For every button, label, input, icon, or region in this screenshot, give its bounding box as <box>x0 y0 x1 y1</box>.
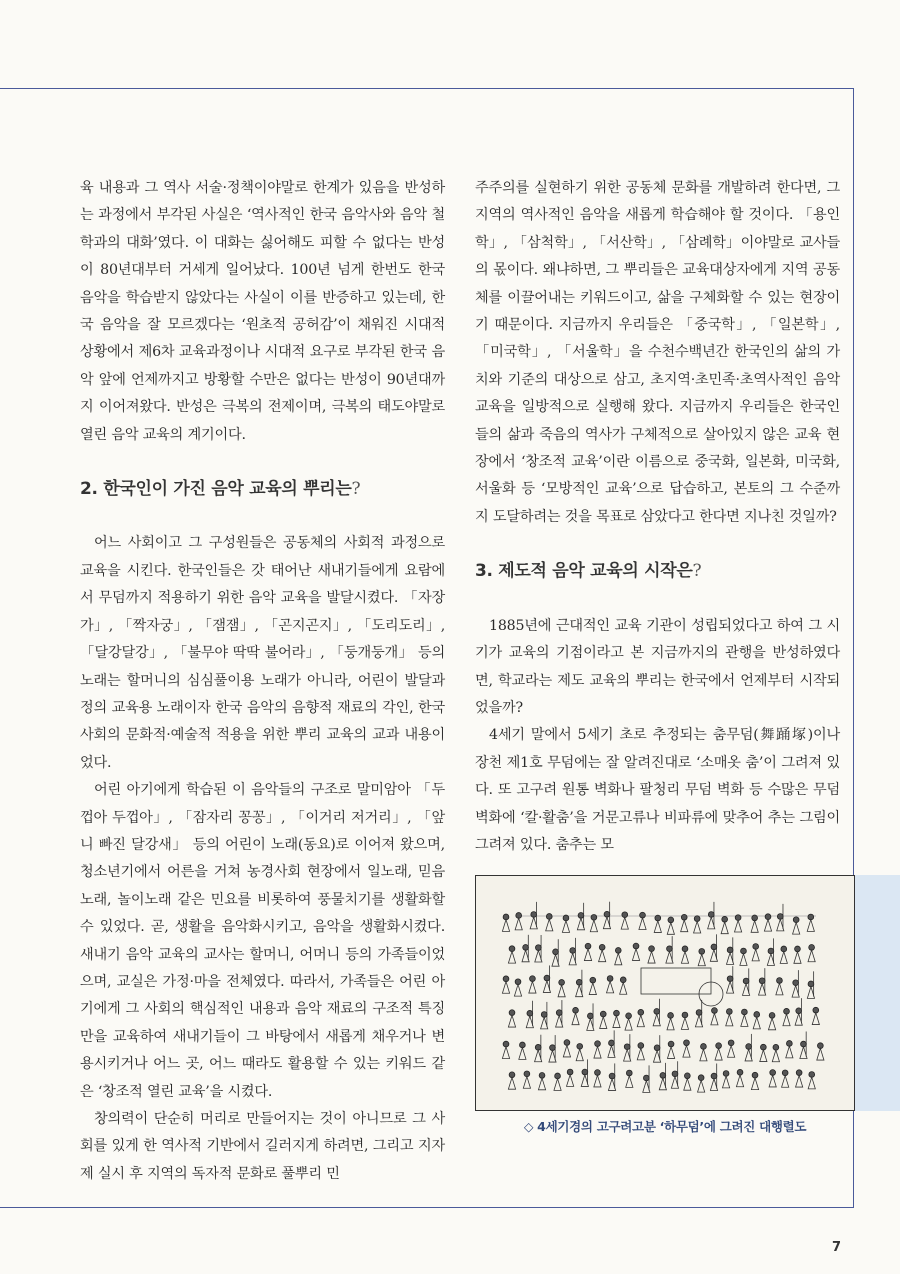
mural-figure-body <box>782 1076 789 1088</box>
mural-figure-body <box>502 1047 509 1059</box>
mural-figure-body <box>599 950 606 962</box>
mural-figure-body <box>529 981 536 993</box>
mural-figure-body <box>726 1014 733 1026</box>
mural-figure-body <box>648 951 655 963</box>
mural-figure-body <box>502 982 509 994</box>
mural-figure-body <box>615 953 622 965</box>
mural-figure-body <box>684 1078 691 1090</box>
section-heading-text: 2. 한국인이 가진 음악 교육의 뿌리는 <box>80 479 352 500</box>
mural-illustration <box>475 875 855 1111</box>
mural-figure-body <box>764 919 771 931</box>
mural-figure-body <box>808 1077 815 1089</box>
mural-figure-body <box>808 950 815 962</box>
mural-figure-body <box>637 1015 644 1027</box>
mural-figure-body <box>514 984 521 996</box>
mural-figure-body <box>700 1049 707 1061</box>
mural-figure-body <box>594 1075 601 1087</box>
mural-figure-body <box>768 1018 775 1030</box>
mural-figure-body <box>667 923 674 935</box>
mural-figure-body <box>594 1046 601 1058</box>
mural-figure-body <box>632 949 639 961</box>
mural-figure-body <box>694 921 701 933</box>
mural-figure-body <box>751 921 758 933</box>
mural-figure-body <box>760 1050 767 1062</box>
mural-figure-body <box>600 1017 607 1029</box>
mural-figure-body <box>639 918 646 930</box>
page-number: 7 <box>832 1240 842 1255</box>
paragraph: 어린 아기에게 학습된 이 음악들의 구조로 말미암아 「두껍아 두껍아」, 「잠자리 꽁꽁」, 「이거리 저거리」, 「앞니 빠진 달강새」 등의 어린이 노래(동요)로 이어져 왔으며, 청소년기에서 어른을 거쳐 농경사회 현장에서 일노래, 믿음노래, 놀이노래 같은 민요를 비롯하여 풍물치기를 생활화할 수 있었다. 곧, 생활을 음악화시키고, 음악을 생활화시켰다. 새내기 음악 교육의 교사는 할머니, 어머니 등의 가족들이었으며, 교실은 가정·마을 전체였다. 따라서, 가족들은 어린 아기에게 그 사회의 핵심적인 내용과 음악 재료의 구조적 특징만을 교육하여 새내기들이 그 바탕에서 새롭게 채우거나 변용시키거나 어느 곳, 어느 때라도 활용할 수 있는 키워드 같은 ‘창조적 열린 교육’을 시켰다. <box>80 782 445 1100</box>
mural-figure-body <box>681 952 688 964</box>
mural-figure-body <box>753 1017 760 1029</box>
mural-figure-body <box>546 919 553 931</box>
mural-figure-body <box>508 951 515 963</box>
paragraph: 4세기 말에서 5세기 초로 추정되는 춤무덤(舞踊塚)이나 장천 제1호 무덤에는 잘 알려진대로 ‘소매옷 춤’이 그려져 있다. 또 고구려 원통 벽화나 팔청리 무덤 벽화 등 수많은 무덤 벽화에 ‘칼·활춤’을 거문고류나 비파류에 맞추어 추는 그림이 그려져 있다. 춤추는 모 <box>475 727 840 853</box>
right-column <box>475 175 840 859</box>
mural-figure-body <box>772 1050 779 1062</box>
mural-figure-body <box>558 985 565 997</box>
mural-figure-body <box>621 917 628 929</box>
mural-figure-body <box>508 1015 515 1027</box>
mural-figure-body <box>606 981 613 993</box>
mural-figure-body <box>538 1078 545 1090</box>
mural-figure-body <box>736 1075 743 1087</box>
mural-figure-body <box>667 1047 674 1059</box>
mural-figure-body <box>683 1045 690 1057</box>
mural-figure-body <box>793 922 800 934</box>
mural-figure-body <box>698 1080 705 1092</box>
mural-figure-body <box>796 1075 803 1087</box>
mural-figure-body <box>728 1046 735 1058</box>
mural-figure-body <box>786 1046 793 1058</box>
mural-figure-body <box>715 1048 722 1060</box>
mural-figure-body <box>584 949 591 961</box>
mural-figure-body <box>780 952 787 964</box>
mural-figure-body <box>519 1048 526 1060</box>
paragraph: 주주의를 실현하기 위한 공동체 문화를 개발하려 한다면, 그 지역의 역사적인 음악을 새롭게 학습해야 할 것이다. 「용인학」, 「삼척학」, 「서산학」, 「삼례학」이야말로 교사들의 몫이다. 왜냐하면, 그 뿌리들은 교육대상자에게 지역 공동체를 이끌어내는 키워드이고, 삶을 구체화할 수 있는 현장이기 때문이다. 지금까지 우리들은 「중국학」, 「일본학」, 「미국학」, 「서울학」을 수천수백년간 한국인의 삶의 가치와 기준의 대상으로 삼고, 초지역·초민족·초역사적인 음악 교육을 일방적으로 실행해 왔다. 지금까지 우리들은 한국인들의 삶과 죽음의 역사가 구체적으로 살아있지 않은 교육 현장에서 ‘창조적 교육’이란 이름으로 중국화, 일본화, 미국화, 서울화 등 ‘모방적인 교육’으로 답습하고, 본토의 그 수준까지 도달하려는 것을 목표로 삼았다고 한다면 지나친 것일까? <box>475 180 840 525</box>
mural-figure-body <box>783 1014 790 1026</box>
mural-figure-body <box>562 921 569 933</box>
mural-figure-body <box>741 1015 748 1027</box>
mural-figure-body <box>515 918 522 930</box>
mural-figure-body <box>590 920 597 932</box>
mural-figure-body <box>508 1077 515 1089</box>
mural-figure-body <box>722 1076 729 1088</box>
mural-figure-body <box>681 920 688 932</box>
mural-figure-body <box>589 983 596 995</box>
mural-figure-body <box>698 954 705 966</box>
mural-figure-body <box>751 1078 758 1090</box>
mural-figure-body <box>667 1018 674 1030</box>
mural-figure-body <box>769 1075 776 1087</box>
mural-figure-body <box>523 1077 530 1089</box>
mural-figure-body <box>613 1016 620 1028</box>
mural-figure-body <box>576 1049 583 1061</box>
mural-figure-body <box>637 1048 644 1060</box>
mural-figure-body <box>740 954 747 966</box>
procession-drawing <box>476 876 854 1110</box>
mural-figure-body <box>563 1045 570 1057</box>
figure-caption: ◇ 4세기경의 고구려고분 ‘하무덤’에 그려진 대행렬도 <box>523 1119 807 1134</box>
question-mark: ? <box>692 561 702 582</box>
mural-figure-body <box>572 1013 579 1025</box>
paragraph: 1885년에 근대적인 교육 기관이 성립되었다고 하여 그 시기가 교육의 기점이라고 본 지금까지의 관행을 반성하였다면, 학교라는 제도 교육의 뿌리는 한국에서 언제부터 시작되었을까? <box>475 617 840 716</box>
mural-figure-body <box>625 1018 632 1030</box>
mural-figure-body <box>554 1079 561 1091</box>
paragraph: 어느 사회이고 그 구성원들은 공동체의 사회적 과정으로 교육을 시킨다. 한국인들은 갓 태어난 새내기들에게 요람에서 무덤까지 적용하기 위한 음악 교육을 발달시켰다. 「자장가」, 「짝자궁」, 「잼잼」, 「곤지곤지」, 「도리도리」, 「달강달강」, 「불무야 딱딱 불어라」, 「둥개둥개」 등의 노래는 할머니의 심심풀이용 노래가 아니라, 어린이 발달과정의 교육용 노래이자 한국 음악의 음향적 재료의 각인, 한국 사회의 문화적·예술적 적용을 위한 뿌리 교육의 교과 내용이었다. <box>80 535 445 771</box>
mural-figure-body <box>721 922 728 934</box>
mural-figure-body <box>711 1013 718 1025</box>
section-heading-3 <box>475 558 840 585</box>
mural-figure-body <box>654 921 661 933</box>
section-heading-text: 3. 제도적 음악 교육의 시작은 <box>475 561 693 582</box>
mural-figure-body <box>734 920 741 932</box>
left-column <box>80 175 445 1188</box>
mural-figure-body <box>502 920 509 932</box>
side-accent-tab <box>855 875 900 1111</box>
mural-carriage <box>641 968 711 994</box>
section-heading-2 <box>80 476 445 503</box>
mural-figure-body <box>807 920 814 932</box>
mural-figure-body <box>620 983 627 995</box>
mural-figure-body <box>681 1018 688 1030</box>
paragraph: 육 내용과 그 역사 서술·정책이야말로 한계가 있음을 반성하는 과정에서 부각된 사실은 ‘역사적인 한국 음악사와 음악 철학과의 대화’였다. 이 대화는 싫어해도 피할 수 없다는 반성이 80년대부터 거세게 일어났다. 100년 넘게 한번도 한국 음악을 학습받지 않았다는 사실이 이를 반증하고 있는데, 한국 음악을 잘 모르겠다는 ‘원초적 공허감’이 채워진 시대적 상황에서 제6차 교육과정이나 시대적 요구로 부각된 한국 음악 앞에 언제까지고 방황할 수만은 없다는 반성이 90년대까지 이어져왔다. 반성은 극복의 전제이며, 극복의 태도야말로 열린 음악 교육의 계기이다. <box>80 180 445 443</box>
mural-figure-body <box>752 949 759 961</box>
mural-figure-body <box>776 983 783 995</box>
mural-figure-body <box>626 1076 633 1088</box>
mural-figure-body <box>817 1048 824 1060</box>
question-mark: ? <box>351 479 361 500</box>
mural-figure-body <box>567 1075 574 1087</box>
mural-figure-body <box>812 1013 819 1025</box>
paragraph: 창의력이 단순히 머리로 만들어지는 것이 아니므로 그 사회를 있게 한 역사적 기반에서 길러지게 하려면, 그리고 지자제 실시 후 지역의 독자적 문화로 풀뿌리 민 <box>80 1111 445 1182</box>
mural-figure-body <box>794 952 801 964</box>
